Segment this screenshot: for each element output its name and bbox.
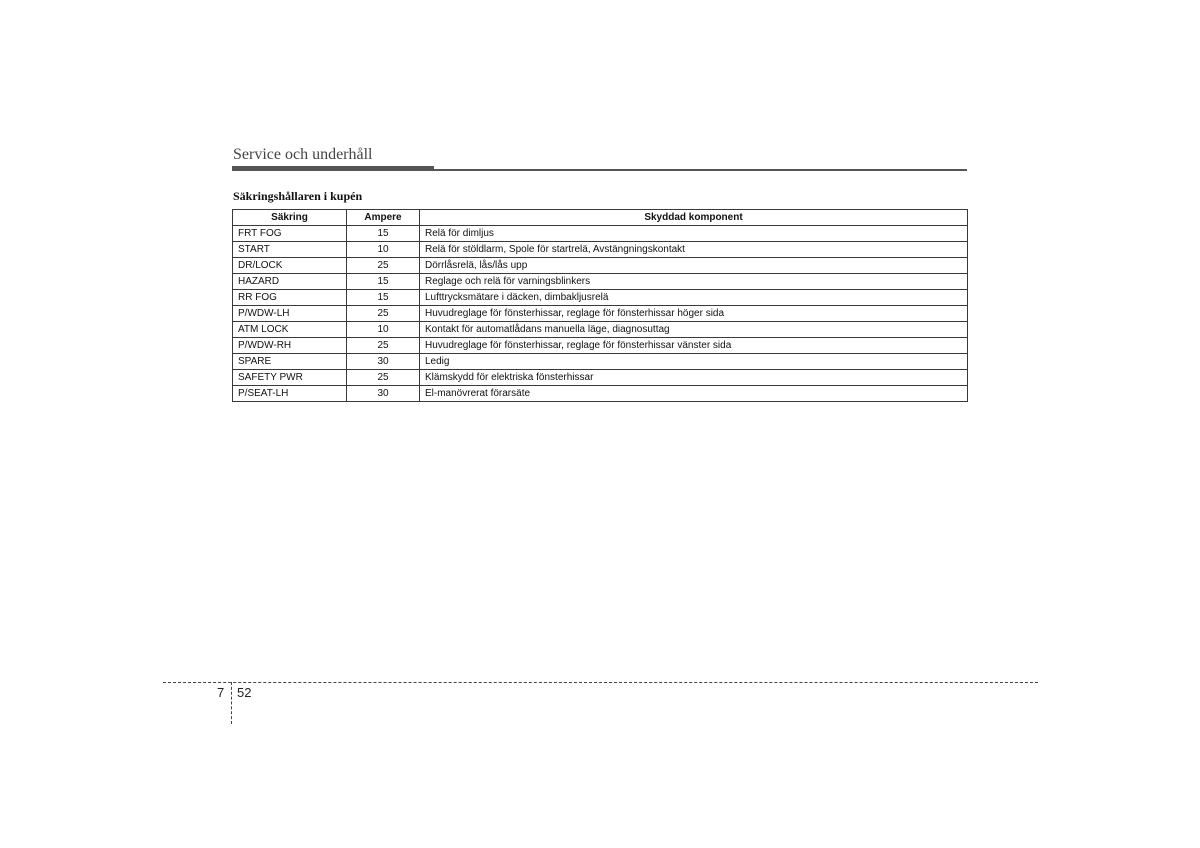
table-row [233, 370, 968, 386]
table-row [233, 322, 968, 338]
component-cell: Dörrlåsrelä, lås/lås upp [420, 258, 968, 274]
component-cell: Ledig [420, 354, 968, 370]
fuse-name-cell: FRT FOG [233, 226, 347, 242]
column-header-component: Skyddad komponent [420, 210, 968, 226]
fuse-table [232, 209, 968, 402]
component-cell: Reglage och relä för varningsblinkers [420, 274, 968, 290]
ampere-cell: 25 [347, 258, 420, 274]
ampere-cell: 25 [347, 338, 420, 354]
table-row [233, 274, 968, 290]
table-row [233, 290, 968, 306]
page-number: 52 [237, 685, 252, 700]
footer-vertical-divider [231, 682, 232, 724]
table-row [233, 338, 968, 354]
ampere-cell: 15 [347, 274, 420, 290]
component-cell: Relä för dimljus [420, 226, 968, 242]
ampere-cell: 10 [347, 242, 420, 258]
section-title: Service och underhåll [233, 146, 373, 163]
fuse-name-cell: SPARE [233, 354, 347, 370]
column-header-fuse: Säkring [233, 210, 347, 226]
title-underline-thick [232, 166, 434, 171]
table-row [233, 354, 968, 370]
component-cell: Kontakt för automatlådans manuella läge, diagnosuttag [420, 322, 968, 338]
table-row [233, 242, 968, 258]
component-cell: Relä för stöldlarm, Spole för startrelä, Avstängningskontakt [420, 242, 968, 258]
fuse-name-cell: P/WDW-RH [233, 338, 347, 354]
ampere-cell: 30 [347, 354, 420, 370]
fuse-name-cell: SAFETY PWR [233, 370, 347, 386]
chapter-number: 7 [217, 685, 225, 700]
fuse-name-cell: HAZARD [233, 274, 347, 290]
ampere-cell: 25 [347, 306, 420, 322]
table-row [233, 258, 968, 274]
fuse-name-cell: P/SEAT-LH [233, 386, 347, 402]
table-row [233, 306, 968, 322]
table-header-row [233, 210, 968, 226]
component-cell: Lufttrycksmätare i däcken, dimbakljusrelä [420, 290, 968, 306]
component-cell: Huvudreglage för fönsterhissar, reglage för fönsterhissar höger sida [420, 306, 968, 322]
table-heading: Säkringshållaren i kupén [233, 189, 363, 203]
fuse-name-cell: DR/LOCK [233, 258, 347, 274]
fuse-name-cell: START [233, 242, 347, 258]
ampere-cell: 10 [347, 322, 420, 338]
title-underline-thin [434, 169, 967, 171]
table-row [233, 386, 968, 402]
component-cell: Klämskydd för elektriska fönsterhissar [420, 370, 968, 386]
component-cell: Huvudreglage för fönsterhissar, reglage för fönsterhissar vänster sida [420, 338, 968, 354]
table-row [233, 226, 968, 242]
fuse-name-cell: RR FOG [233, 290, 347, 306]
ampere-cell: 30 [347, 386, 420, 402]
fuse-name-cell: P/WDW-LH [233, 306, 347, 322]
column-header-ampere: Ampere [347, 210, 420, 226]
footer-divider [163, 682, 1038, 683]
component-cell: El-manövrerat förarsäte [420, 386, 968, 402]
fuse-name-cell: ATM LOCK [233, 322, 347, 338]
ampere-cell: 15 [347, 290, 420, 306]
ampere-cell: 25 [347, 370, 420, 386]
ampere-cell: 15 [347, 226, 420, 242]
